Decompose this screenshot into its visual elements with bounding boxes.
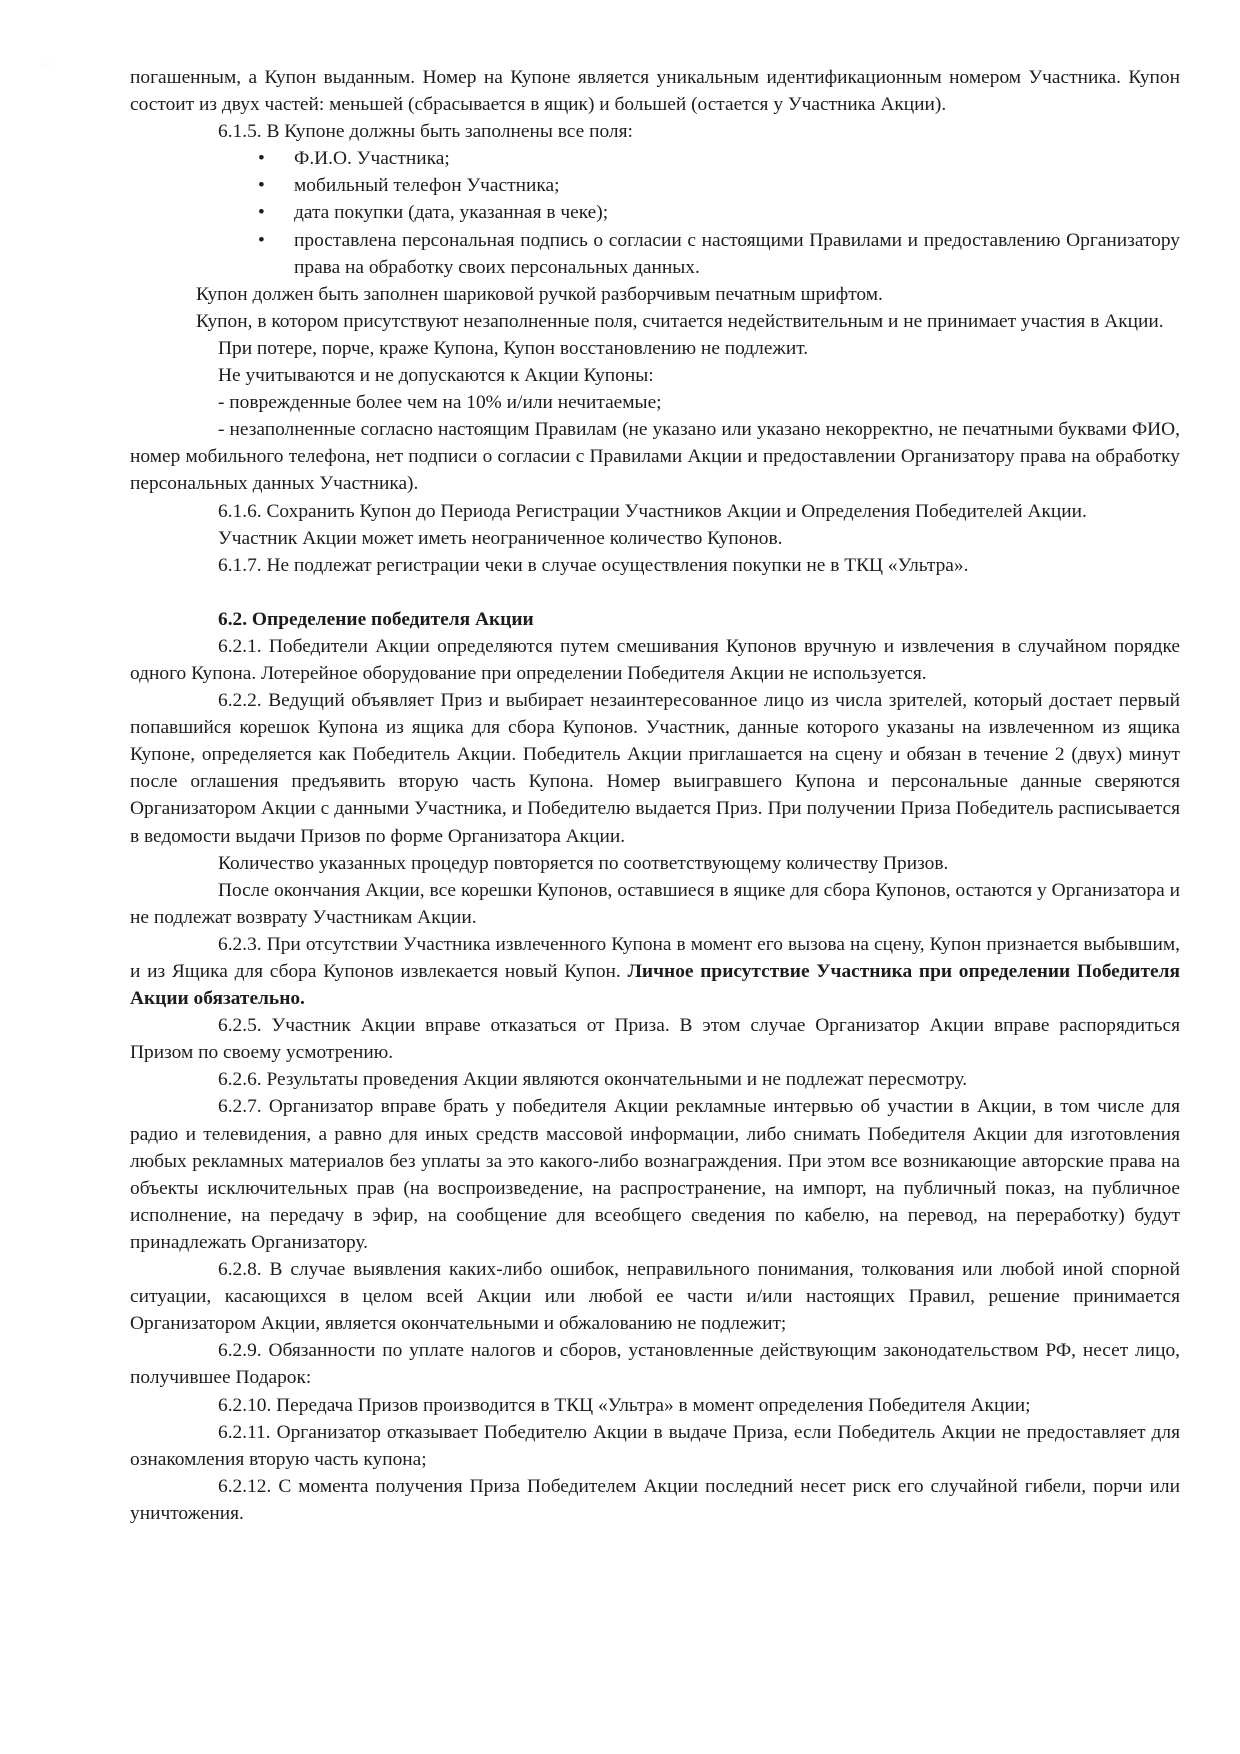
bullet-icon: • [258, 175, 265, 197]
paragraph-continuation: погашенным, а Купон выданным. Номер на Купоне является уникальным идентификационным номером Участника. Купон состоит из двух частей: меньшей (сбрасывается в ящик) и большей (остается у Участника Акции). [130, 67, 1180, 116]
list-item-text: проставлена персональная подпись о согласии с настоящими Правилами и предоставлению Организатору права на обработку своих персональных данных. [294, 229, 1180, 278]
clause-6-1-6: 6.1.6. Сохранить Купон до Периода Регистрации Участников Акции и Определения Победителей Акции. [218, 500, 1087, 522]
bullet-icon: • [258, 202, 265, 224]
bullet-icon: • [258, 148, 265, 170]
paragraph-loss: При потере, порче, краже Купона, Купон восстановлению не подлежит. [218, 337, 809, 359]
clause-6-2-3 [130, 931, 1180, 1012]
clause-6-2-12: 6.2.12. С момента получения Приза Победителем Акции последний несет риск его случайной гибели, порчи или уничтожения. [130, 1475, 1180, 1524]
paragraph-empty-fields: Купон, в котором присутствуют незаполненные поля, считается недействительным и не принимает участия в Акции. [196, 310, 1164, 332]
section-gap [130, 579, 1180, 606]
clause-6-1-7: 6.1.7. Не подлежат регистрации чеки в случае осуществления покупки не в ТКЦ «Ультра». [218, 554, 969, 576]
bullet-icon: • [258, 229, 265, 251]
paragraph-damaged: - поврежденные более чем на 10% и/или нечитаемые; [218, 392, 662, 414]
coupon-fields-list [130, 145, 1180, 280]
clause-6-2-2: 6.2.2. Ведущий объявляет Приз и выбирает незаинтересованное лицо из числа зрителей, который достает первый попавшийся корешок Купона из ящика для сбора Купонов. Участник, данные которого указаны на извлеченном из ящика Купоне, определяется как Победитель Акции. Победитель Акции приглашается на сцену и обязан в течение 2 (двух) минут после оглашения предъявить вторую часть Купона. Номер выигравшего Купона и персональные данные сверяются Организатором Акции с данными Участника, и Победителю выдается Приз. При получении Приза Победитель расписывается в ведомости выдачи Призов по форме Организатора Акции. [130, 690, 1180, 847]
clause-6-2-9: 6.2.9. Обязанности по уплате налогов и сборов, установленные действующим законодательством РФ, несет лицо, получившее Подарок: [130, 1340, 1180, 1389]
clause-6-2-10: 6.2.10. Передача Призов производится в ТКЦ «Ультра» в момент определения Победителя Акции; [218, 1394, 1031, 1416]
paragraph-not-allowed: Не учитываются и не допускаются к Акции Купоны: [218, 365, 654, 387]
list-item [258, 227, 1180, 281]
document-page [130, 64, 1180, 1527]
paragraph-pen: Купон должен быть заполнен шариковой ручкой разборчивым печатным шрифтом. [196, 283, 883, 305]
paragraph-unlimited: Участник Акции может иметь неограниченное количество Купонов. [218, 527, 783, 549]
list-item-text: дата покупки (дата, указанная в чеке); [294, 202, 609, 224]
clause-6-2-8: 6.2.8. В случае выявления каких-либо ошибок, неправильного понимания, толкования или любой иной спорной ситуации, касающихся в целом всей Акции или любой ее части и/или настоящих Правил, решение принимается Организатором Акции, является окончательными и обжалованию не подлежит; [130, 1259, 1180, 1335]
list-item [258, 145, 1180, 172]
clause-6-2-6: 6.2.6. Результаты проведения Акции являются окончательными и не подлежат пересмотру. [218, 1069, 968, 1091]
section-heading: 6.2. Определение победителя Акции [218, 608, 534, 630]
list-item [258, 172, 1180, 199]
list-item-text: Ф.И.О. Участника; [294, 148, 450, 170]
clause-6-1-5: 6.1.5. В Купоне должны быть заполнены все поля: [218, 121, 633, 143]
list-item [258, 199, 1180, 226]
clause-6-2-11: 6.2.11. Организатор отказывает Победителю Акции в выдаче Приза, если Победитель Акции не предоставляет для ознакомления вторую часть купона; [130, 1421, 1180, 1470]
paragraph-count: Количество указанных процедур повторяется по соответствующему количеству Призов. [218, 852, 949, 874]
paragraph-unfilled: - незаполненные согласно настоящим Правилам (не указано или указано некорректно, не печатными буквами ФИО, номер мобильного телефона, нет подписи о согласии с Правилами Акции и предоставлении Организатору права на обработку персональных данных Участника). [130, 419, 1180, 495]
clause-6-2-5: 6.2.5. Участник Акции вправе отказаться от Приза. В этом случае Организатор Акции вправе распорядиться Призом по своему усмотрению. [130, 1015, 1180, 1064]
clause-6-2-1: 6.2.1. Победители Акции определяются путем смешивания Купонов вручную и извлечения в случайном порядке одного Купона. Лотерейное оборудование при определении Победителя Акции не используется. [130, 635, 1180, 684]
paragraph-after: После окончания Акции, все корешки Купонов, оставшиеся в ящике для сбора Купонов, остаются у Организатора и не подлежат возврату Участникам Акции. [130, 879, 1180, 928]
clause-6-2-3-text: 6.2.3. При отсутствии Участника извлеченного Купона в момент его вызова на сцену, Купон признается выбывшим, и из Ящика для сбора Купонов извлекается новый Купон. [130, 933, 1180, 982]
list-item-text: мобильный телефон Участника; [294, 175, 560, 197]
clause-6-2-3-bold: Личное присутствие Участника при определении Победителя Акции обязательно. [130, 961, 1180, 1010]
scan-artifact: · · [44, 60, 52, 69]
clause-6-2-7: 6.2.7. Организатор вправе брать у победителя Акции рекламные интервью об участии в Акции, в том числе для радио и телевидения, а равно для иных средств массовой информации, либо снимать Победителя Акции для изготовления любых рекламных материалов без уплаты за это какого-либо вознаграждения. При этом все возникающие авторские права на объекты исключительных прав (на воспроизведение, на распространение, на импорт, на публичный показ, на публичное исполнение, на передачу в эфир, на сообщение для всеобщего сведения по кабелю, на перевод, на переработку) будут принадлежать Организатору. [130, 1096, 1180, 1253]
